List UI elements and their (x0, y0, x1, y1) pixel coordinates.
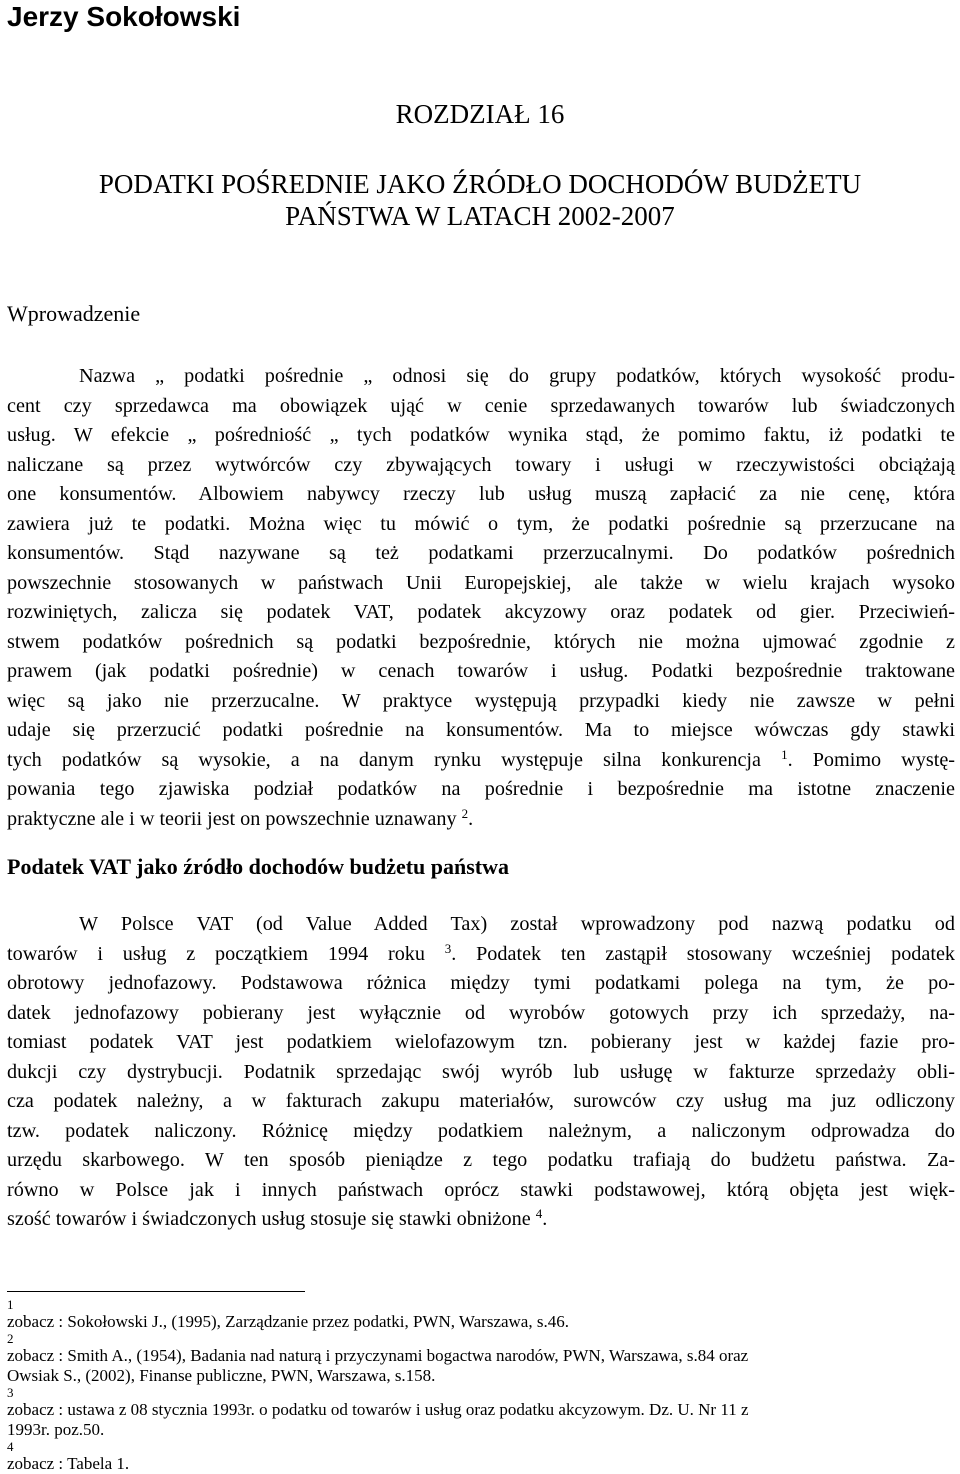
text-line: datek jednofazowy pobierany jest wyłącznie od wyrobów gotowych przy ich sprzedaży, na- (7, 1001, 955, 1024)
text-line: W Polsce VAT (od Value Added Tax) został wprowadzony pod nazwą podatku od (79, 913, 955, 935)
text-line: konsumentów. Stąd nazywane są też podatkami przerzucalnymi. Do podatków pośrednich (7, 542, 955, 564)
footnote-2 (7, 1332, 955, 1386)
text-segment: tych podatków są wysokie, a na danym rynku występuje silna konkurencja (7, 748, 761, 771)
section-heading-vat: Podatek VAT jako źródło dochodów budżetu państwa (7, 854, 510, 879)
text-line: cent czy sprzedawca ma obowiązek ująć w cenie sprzedawanych towarów lub świadczonych (7, 394, 955, 417)
text-segment: . (542, 1208, 548, 1230)
text-line: więc są jako nie przerzucalne. W praktyce występują przypadki kiedy nie zawsze w pełni (7, 689, 955, 712)
paragraph-introduction (7, 362, 955, 834)
text-line: udaje się przerzucić podatki pośrednie na konsumentów. Ma to miejsce wówczas gdy stawki (7, 719, 955, 741)
text-line: naliczane są przez wytwórców czy zbywających towary i usługi w rzeczywistości obciążają (7, 453, 955, 476)
text-line: cza podatek należny, a w fakturach zakupu materiałów, surowców czy usług ma juz odliczony (7, 1090, 955, 1112)
footnote-ref-3[interactable]: 3 (444, 940, 452, 956)
text-line-with-footnote-ref (7, 1205, 955, 1235)
footnote-4 (7, 1440, 955, 1474)
text-line: stwem podatków pośrednich są podatki bezpośrednie, których nie można ujmować zgodnie z (7, 630, 955, 653)
text-line: usług. W efekcie „ pośredniość „ tych podatków wynika stąd, że pomimo faktu, iż podatki te (7, 424, 955, 446)
text-line: zawiera już te podatki. Można więc tu mówić o tym, że podatki pośrednie są przerzucane na (7, 512, 955, 535)
chapter-title (0, 168, 960, 232)
text-segment: szość towarów i świadczonych usług stosuje się stawki obniżone (7, 1208, 531, 1230)
chapter-title-line-1: PODATKI POŚREDNIE JAKO ŹRÓDŁO DOCHODÓW BUDŻETU (98, 169, 862, 199)
footnote-ref-2[interactable]: 2 (461, 805, 469, 821)
footnote-text: zobacz : Tabela 1. (7, 1454, 130, 1473)
footnote-number: 2 (7, 1331, 14, 1346)
footnotes (7, 1298, 955, 1474)
footnote-text: zobacz : Smith A., (1954), Badania nad naturą i przyczynami bogactwa narodów, PWN, Warszawa, s.84 oraz (7, 1346, 749, 1365)
text-line: powszechnie stosowanych w państwach Unii Europejskiej, ale także w wielu krajach wysoko (7, 571, 955, 594)
text-line-with-footnote-ref (7, 805, 955, 835)
footnote-text: 1993r. poz.50. (7, 1420, 105, 1439)
running-header-author: Jerzy Sokołowski (7, 1, 241, 32)
text-segment: . Podatek ten zastąpił stosowany wcześniej podatek (451, 942, 956, 965)
paragraph-vat (7, 910, 955, 1235)
footnote-text: zobacz : Sokołowski J., (1995), Zarządzanie przez podatki, PWN, Warszawa, s.46. (7, 1312, 569, 1331)
text-line: powania tego zjawiska podział podatków na pośrednie i bezpośrednie ma istotne znaczenie (7, 778, 955, 800)
footnote-ref-4[interactable]: 4 (535, 1206, 543, 1221)
footnote-separator (7, 1291, 305, 1292)
text-segment: . (468, 807, 474, 830)
text-line: dukcji czy dystrybucji. Podatnik sprzedając swój wyrób lub usługę w fakturze sprzedaży obli- (7, 1060, 955, 1083)
footnote-number: 4 (7, 1439, 14, 1454)
text-line: obrotowy jednofazowy. Podstawowa różnica między tymi podatkami polega na tym, że po- (7, 972, 955, 994)
text-line-with-footnote-ref (7, 746, 955, 776)
footnote-text: Owsiak S., (2002), Finanse publiczne, PWN, Warszawa, s.158. (7, 1366, 436, 1385)
section-heading-introduction: Wprowadzenie (7, 301, 141, 326)
text-line: tzw. podatek naliczony. Różnicę między podatkiem należnym, a naliczonym odprowadza do (7, 1119, 955, 1142)
footnote-3 (7, 1386, 955, 1440)
text-line: urzędu skarbowego. W ten sposób pieniądze z tego podatku trafiają do budżetu państwa. Za- (7, 1149, 955, 1171)
footnote-number: 1 (7, 1297, 14, 1312)
text-line: rozwiniętych, zalicza się podatek VAT, podatek akcyzowy oraz podatek od gier. Przeciwień- (7, 601, 955, 623)
text-line: tomiast podatek VAT jest podatkiem wielofazowym tzn. pobierany jest w każdej fazie pro- (7, 1031, 955, 1053)
text-line: one konsumentów. Albowiem nabywcy rzeczy lub usług muszą zapłacić za nie cenę, która (7, 483, 955, 505)
text-line-with-footnote-ref (7, 940, 955, 970)
text-line: równo w Polsce jak i innych państwach oprócz stawki podstawowej, którą objęta jest więk- (7, 1178, 955, 1201)
footnote-ref-1[interactable]: 1 (781, 746, 788, 762)
footnote-number: 3 (7, 1385, 14, 1400)
footnote-1 (7, 1298, 955, 1332)
text-segment: praktyczne ale i w teorii jest on powszechnie uznawany (7, 807, 457, 830)
text-line: Nazwa „ podatki pośrednie „ odnosi się do grupy podatków, których wysokość produ- (79, 365, 955, 387)
chapter-number: ROZDZIAŁ 16 (395, 99, 565, 129)
footnote-text: zobacz : ustawa z 08 stycznia 1993r. o podatku od towarów i usług oraz podatku akcyzowym. Dz. U. Nr 11 z (7, 1400, 749, 1419)
text-line: prawem (jak podatki pośrednie) w cenach towarów i usług. Podatki bezpośrednie traktowane (7, 660, 955, 682)
text-segment: . Pomimo wystę- (787, 748, 956, 771)
chapter-title-line-2: PAŃSTWA W LATACH 2002-2007 (285, 201, 675, 231)
text-segment: towarów i usług z początkiem 1994 roku (7, 942, 425, 965)
